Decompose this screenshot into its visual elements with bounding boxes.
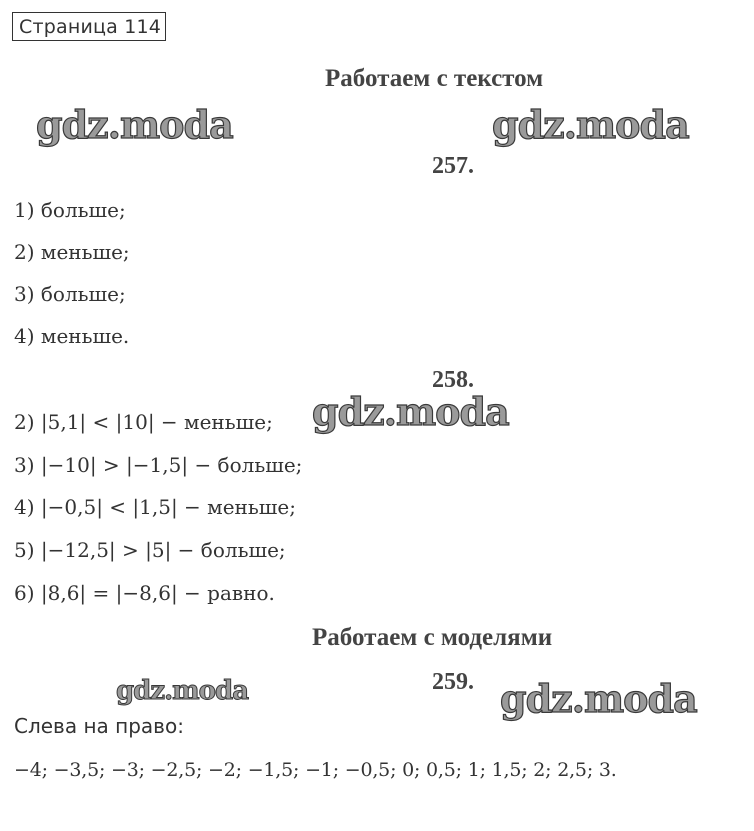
- answer-line: Слева на право:: [14, 714, 184, 738]
- watermark-logo: gdz.moda: [36, 102, 233, 147]
- answer-line: 3) больше;: [14, 282, 126, 306]
- watermark-logo: gdz.moda: [312, 389, 509, 434]
- watermark-logo: gdz.moda: [492, 102, 689, 147]
- watermark-logo: gdz.moda: [116, 676, 249, 706]
- answer-line: 1) больше;: [14, 198, 126, 222]
- section-heading-text: Работаем с текстом: [325, 65, 544, 92]
- task-number-258: 258.: [432, 367, 474, 393]
- answer-line: 3) |−10| > |−1,5| − больше;: [14, 453, 303, 477]
- task-number-259: 259.: [432, 669, 474, 695]
- answer-line: 2) меньше;: [14, 240, 130, 264]
- page-number-badge: Страница 114: [12, 12, 166, 41]
- answer-line: 4) |−0,5| < |1,5| − меньше;: [14, 495, 296, 519]
- answer-line: 5) |−12,5| > |5| − больше;: [14, 538, 286, 562]
- answer-line: 6) |8,6| = |−8,6| − равно.: [14, 581, 275, 605]
- task-number-257: 257.: [432, 153, 474, 179]
- watermark-logo: gdz.moda: [500, 676, 697, 721]
- answer-line: 4) меньше.: [14, 324, 130, 348]
- answer-line: 2) |5,1| < |10| − меньше;: [14, 410, 273, 434]
- answer-line: −4; −3,5; −3; −2,5; −2; −1,5; −1; −0,5; 0; 0,5; 1; 1,5; 2; 2,5; 3.: [14, 759, 617, 781]
- section-heading-models: Работаем с моделями: [312, 624, 553, 651]
